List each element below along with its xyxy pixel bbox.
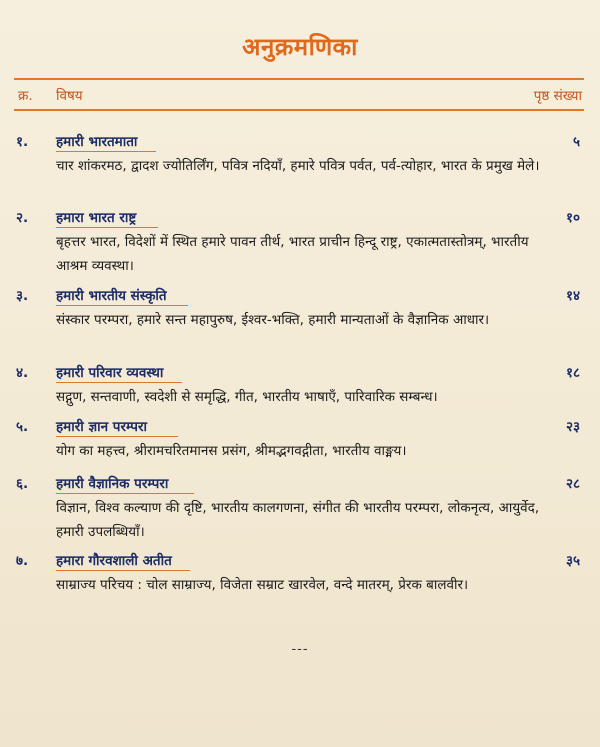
entry-title[interactable]: हमारी भारतमाता: [56, 134, 138, 150]
column-header-page: पृष्ठ संख्या: [533, 88, 582, 104]
entry-title[interactable]: हमारी ज्ञान परम्परा: [56, 419, 147, 435]
entry-title[interactable]: हमारा गौरवशाली अतीत: [56, 553, 172, 569]
entry-title[interactable]: हमारी वैज्ञानिक परम्परा: [56, 476, 169, 492]
entry-page-number: २३: [565, 419, 580, 435]
entry-number: ६.: [16, 476, 29, 492]
entry-description: संस्कार परम्परा, हमारे सन्त महापुरुष, ईश्वर-भक्ति, हमारी मान्यताओं के वैज्ञानिक आधार।: [56, 312, 490, 328]
entry-number: २.: [16, 210, 29, 226]
entry-number: १.: [16, 134, 29, 150]
entry-number: ७.: [16, 553, 29, 569]
header-bottom-rule: [14, 109, 584, 111]
entry-description: साम्राज्य परिचय : चोल साम्राज्य, विजेता सम्राट खारवेल, वन्दे मातरम्, प्रेरक बालवीर।: [56, 577, 469, 593]
entry-description: चार शांकरमठ, द्वादश ज्योतिर्लिंग, पवित्र नदियाँ, हमारे पवित्र पर्वत, पर्व-त्योहार, भारत के प्रमुख मेले।: [56, 158, 540, 174]
entry-title-underline: [56, 382, 182, 383]
entry-title[interactable]: हमारा भारत राष्ट्र: [56, 210, 137, 226]
entry-title-underline: [56, 493, 194, 494]
entry-description: विज्ञान, विश्व कल्याण की दृष्टि, भारतीय कालगणना, संगीत की भारतीय परम्परा, लोकनृत्य, आयुर्वेद, हमारी उपलब्धियाँ।: [56, 500, 540, 540]
entry-page-number: १०: [565, 210, 580, 226]
entry-title-underline: [56, 305, 188, 306]
entry-title[interactable]: हमारी भारतीय संस्कृति: [56, 288, 167, 304]
entry-title[interactable]: हमारी परिवार व्यवस्था: [56, 365, 164, 381]
entry-description: सद्गुण, सन्तवाणी, स्वदेशी से समृद्धि, गीत, भारतीय भाषाएँ, पारिवारिक सम्बन्ध।: [56, 389, 438, 405]
entry-number: ५.: [16, 419, 29, 435]
entry-number: ३.: [16, 288, 29, 304]
column-header-subject: विषय: [56, 88, 83, 104]
column-header-number: क्र.: [18, 88, 33, 104]
entry-number: ४.: [16, 365, 29, 381]
entry-page-number: २८: [565, 476, 580, 492]
entry-page-number: ५: [572, 134, 580, 150]
entry-page-number: १४: [565, 288, 580, 304]
footer-separator: ---: [291, 642, 309, 657]
entry-description: बृहत्तर भारत, विदेशों में स्थित हमारे पावन तीर्थ, भारत प्राचीन हिन्दू राष्ट्र, एकात्मतास्तोत्रम्, भारतीय आश्रम व्यवस्था।: [56, 234, 529, 274]
entry-title-underline: [56, 227, 158, 228]
entry-page-number: ३५: [565, 553, 580, 569]
page-title: अनुक्रमणिका: [242, 33, 358, 61]
header-top-rule: [14, 78, 584, 80]
entry-title-underline: [56, 151, 156, 152]
entry-title-underline: [56, 570, 190, 571]
entry-page-number: १८: [565, 365, 580, 381]
entry-title-underline: [56, 436, 178, 437]
entry-description: योग का महत्त्व, श्रीरामचरितमानस प्रसंग, श्रीमद्भगवद्गीता, भारतीय वाङ्मय।: [56, 443, 407, 459]
